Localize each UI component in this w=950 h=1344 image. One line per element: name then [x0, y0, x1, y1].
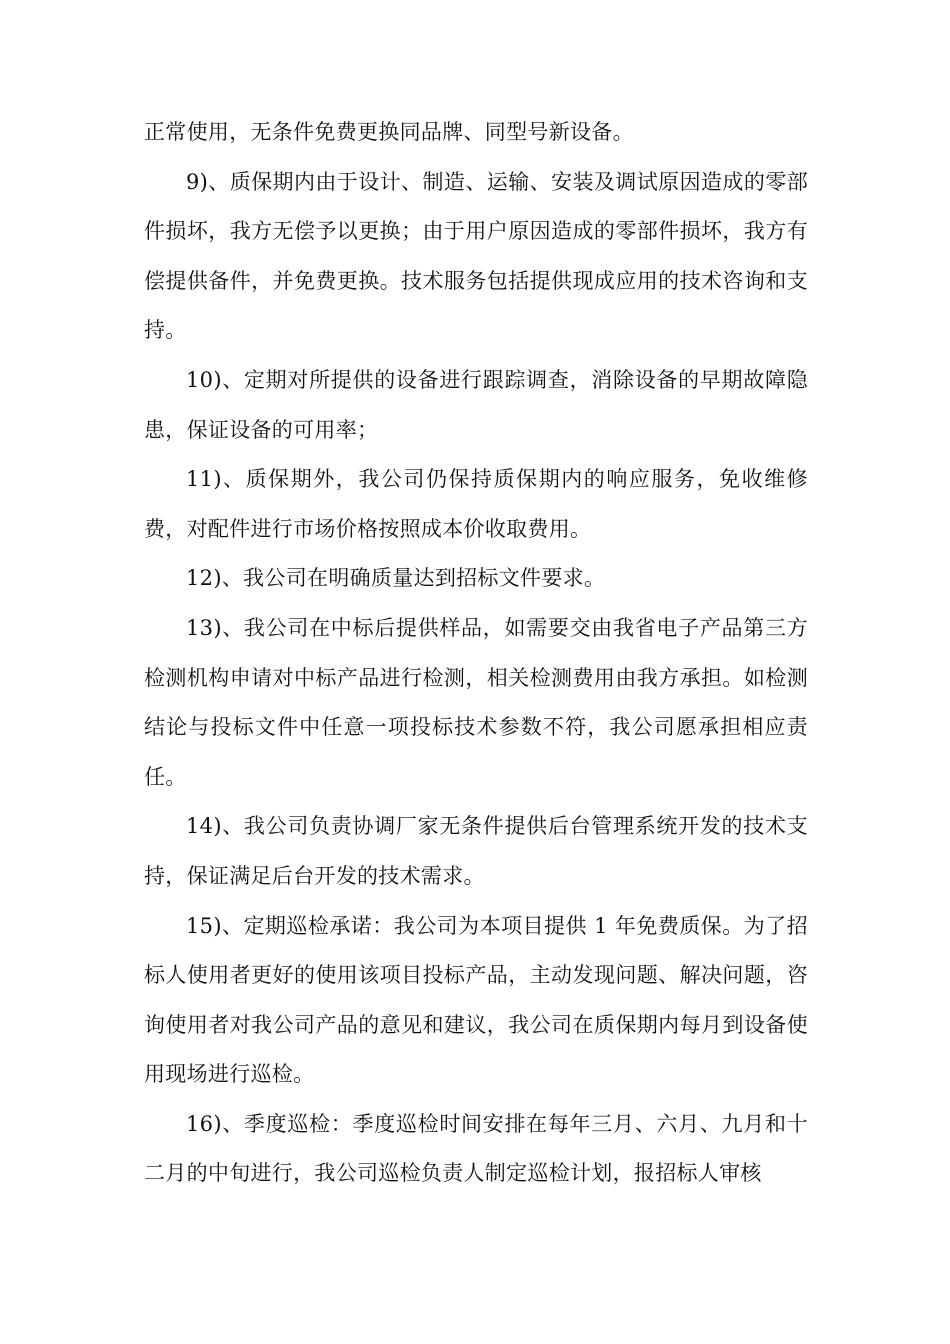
paragraph: 11)、质保期外，我公司仍保持质保期内的响应服务，免收维修费，对配件进行市场价格按照成本价收取费用。 — [144, 467, 808, 541]
paragraph: 10)、定期对所提供的设备进行跟踪调查，消除设备的早期故障隐患，保证设备的可用率； — [144, 367, 808, 442]
paragraph: 12)、我公司在明确质量达到招标文件要求。 — [186, 566, 606, 591]
paragraph: 9)、质保期内由于设计、制造、运输、安装及调试原因造成的零部件损坏，我方无偿予以更换；由于用户原因造成的零部件损坏，我方有偿提供备件，并免费更换。技术服务包括提供现成应用的技术咨询和支持。 — [144, 169, 808, 343]
paragraph: 16)、季度巡检：季度巡检时间安排在每年三月、六月、九月和十二月的中旬进行，我公司巡检负责人制定巡检计划，报招标人审核 — [144, 1111, 808, 1186]
document-body — [144, 108, 808, 1199]
paragraph: 14)、我公司负责协调厂家无条件提供后台管理系统开发的技术支持，保证满足后台开发的技术需求。 — [144, 814, 808, 888]
paragraph: 13)、我公司在中标后提供样品，如需要交由我省电子产品第三方检测机构申请对中标产品进行检测，相关检测费用由我方承担。如检测结论与投标文件中任意一项投标技术参数不符，我公司愿承担相应责任。 — [144, 615, 808, 789]
paragraph: 15)、定期巡检承诺：我公司为本项目提供 1 年免费质保。为了招标人使用者更好的使用该项目投标产品，主动发现问题、解决问题，咨询使用者对我公司产品的意见和建议，我公司在质保期内每月到设备使用现场进行巡检。 — [144, 913, 808, 1087]
paragraph: 正常使用，无条件免费更换同品牌、同型号新设备。 — [144, 120, 634, 144]
